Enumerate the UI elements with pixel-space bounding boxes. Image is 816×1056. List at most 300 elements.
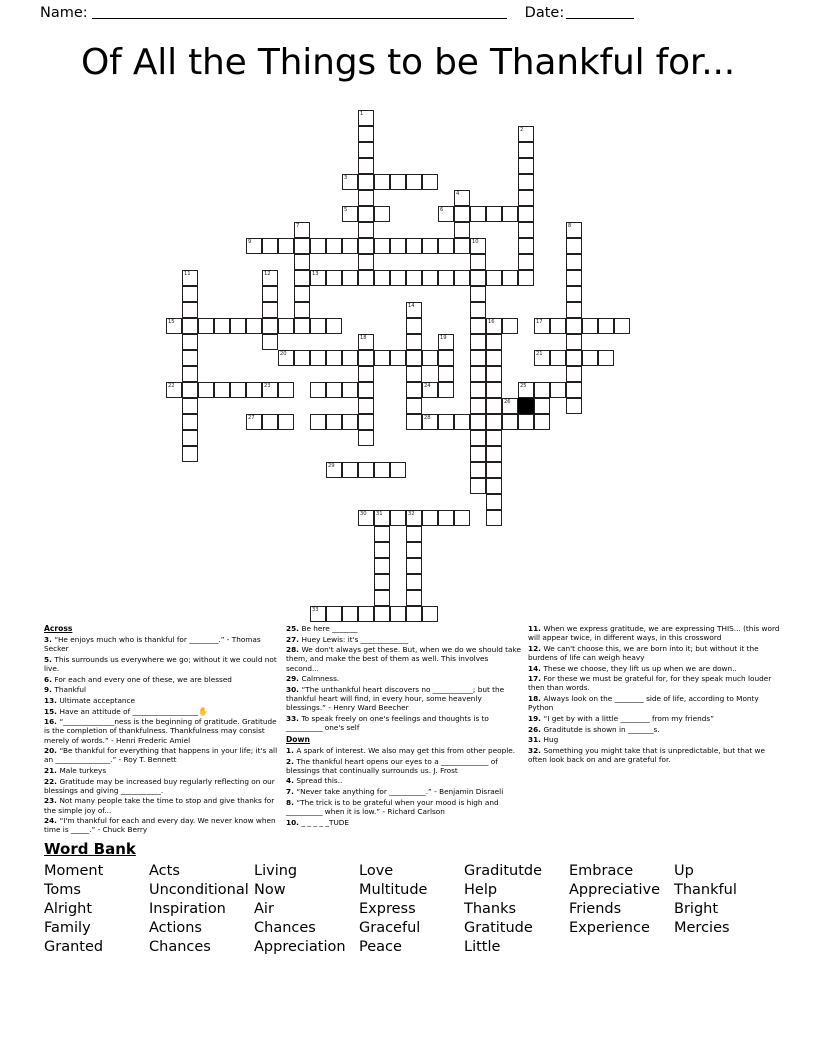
grid-cell[interactable]	[518, 206, 534, 222]
word-bank-word: Love	[359, 863, 394, 879]
grid-cell[interactable]	[406, 606, 422, 622]
grid-cell[interactable]	[486, 510, 502, 526]
clue-item	[528, 664, 780, 673]
grid-cell[interactable]	[198, 318, 214, 334]
clue-number: 8.	[286, 797, 297, 807]
grid-cell[interactable]	[182, 270, 198, 286]
clue-number: 1.	[286, 746, 297, 755]
grid-cell-number: 2	[520, 126, 524, 133]
grid-cell[interactable]	[294, 302, 310, 318]
grid-cell[interactable]	[518, 126, 534, 142]
grid-cell[interactable]	[326, 606, 342, 622]
grid-cell[interactable]	[374, 206, 390, 222]
grid-cell[interactable]	[470, 350, 486, 366]
clue-number: 19.	[528, 713, 544, 723]
grid-cell[interactable]	[518, 414, 534, 430]
grid-cell[interactable]	[182, 334, 198, 350]
grid-cell[interactable]	[470, 430, 486, 446]
grid-cell[interactable]	[502, 270, 518, 286]
grid-cell[interactable]	[358, 126, 374, 142]
grid-cell[interactable]	[294, 350, 310, 366]
grid-cell[interactable]	[358, 334, 374, 350]
grid-cell[interactable]	[358, 190, 374, 206]
grid-cell[interactable]	[422, 270, 438, 286]
grid-cell[interactable]	[406, 334, 422, 350]
grid-cell[interactable]	[566, 302, 582, 318]
grid-cell[interactable]	[246, 318, 262, 334]
grid-cell[interactable]	[262, 382, 278, 398]
grid-cell-number: 28	[424, 414, 431, 421]
grid-cell[interactable]	[358, 110, 374, 126]
grid-cell[interactable]	[294, 286, 310, 302]
grid-cell[interactable]	[358, 606, 374, 622]
grid-cell[interactable]	[534, 398, 550, 414]
grid-cell[interactable]	[230, 382, 246, 398]
grid-cell[interactable]	[470, 446, 486, 462]
grid-cell-number: 5	[344, 206, 348, 213]
clue-number: 12.	[528, 643, 544, 653]
grid-cell[interactable]	[486, 414, 502, 430]
date-label: Date:	[524, 5, 565, 21]
grid-cell[interactable]	[342, 350, 358, 366]
grid-cell[interactable]	[166, 382, 182, 398]
grid-cell[interactable]	[262, 414, 278, 430]
grid-cell[interactable]	[374, 510, 390, 526]
grid-cell-number: 1	[360, 110, 364, 117]
grid-cell[interactable]	[486, 398, 502, 414]
clue-number: 28.	[286, 645, 302, 655]
clue-item	[286, 624, 522, 633]
grid-cell[interactable]	[358, 350, 374, 366]
grid-cell[interactable]	[486, 270, 502, 286]
clue-number: 10.	[286, 817, 302, 827]
grid-cell[interactable]	[486, 334, 502, 350]
grid-cell[interactable]	[262, 270, 278, 286]
grid-cell[interactable]	[374, 462, 390, 478]
clue-item	[286, 714, 522, 732]
grid-cell[interactable]	[598, 350, 614, 366]
grid-cell[interactable]	[470, 254, 486, 270]
grid-cell[interactable]	[406, 238, 422, 254]
grid-cell[interactable]	[390, 238, 406, 254]
grid-cell[interactable]	[246, 238, 262, 254]
clues-column-2	[286, 624, 522, 828]
grid-cell[interactable]	[310, 238, 326, 254]
grid-cell[interactable]	[326, 414, 342, 430]
grid-cell[interactable]	[358, 382, 374, 398]
grid-cell[interactable]	[566, 318, 582, 334]
grid-cell[interactable]	[438, 366, 454, 382]
word-bank-word: Peace	[359, 939, 402, 955]
grid-cell[interactable]	[310, 350, 326, 366]
clue-number: 18.	[528, 694, 544, 704]
word-bank-word: Appreciation	[254, 939, 346, 955]
grid-cell[interactable]	[614, 318, 630, 334]
grid-cell[interactable]	[502, 318, 518, 334]
grid-cell[interactable]	[406, 510, 422, 526]
grid-cell[interactable]	[374, 350, 390, 366]
clue-text: Spread this..	[296, 776, 343, 786]
name-write-line[interactable]	[92, 7, 507, 19]
grid-cell[interactable]	[518, 382, 534, 398]
grid-cell[interactable]	[470, 478, 486, 494]
grid-cell[interactable]	[470, 302, 486, 318]
grid-cell[interactable]	[358, 462, 374, 478]
clue-item	[44, 746, 280, 764]
grid-cell[interactable]	[406, 526, 422, 542]
grid-cell[interactable]	[406, 542, 422, 558]
grid-cell[interactable]	[342, 238, 358, 254]
grid-cell[interactable]	[534, 382, 550, 398]
grid-cell[interactable]	[550, 382, 566, 398]
clue-item	[44, 685, 280, 694]
grid-cell-number: 6	[440, 206, 444, 213]
clue-number: 3.	[44, 635, 55, 644]
grid-cell[interactable]	[406, 366, 422, 382]
grid-cell[interactable]	[374, 558, 390, 574]
grid-cell[interactable]	[598, 318, 614, 334]
grid-cell[interactable]	[422, 238, 438, 254]
grid-cell[interactable]	[566, 270, 582, 286]
grid-cell[interactable]	[422, 382, 438, 398]
grid-cell[interactable]	[358, 398, 374, 414]
grid-cell[interactable]	[534, 414, 550, 430]
grid-cell[interactable]	[486, 430, 502, 446]
clue-number: 30.	[286, 684, 302, 694]
grid-cell[interactable]	[406, 382, 422, 398]
grid-cell[interactable]	[214, 382, 230, 398]
grid-cell[interactable]	[374, 238, 390, 254]
grid-cell[interactable]	[470, 366, 486, 382]
grid-cell[interactable]	[246, 414, 262, 430]
grid-cell[interactable]	[406, 414, 422, 430]
grid-cell[interactable]	[566, 382, 582, 398]
grid-cell[interactable]	[470, 318, 486, 334]
grid-cell[interactable]	[502, 414, 518, 430]
clue-text: Gratitude may be increased buy regularly reflecting on our blessings and giving ___________.	[44, 776, 275, 795]
clue-number: 29.	[286, 674, 302, 684]
grid-cell[interactable]	[406, 398, 422, 414]
word-bank-word: Appreciative	[569, 882, 660, 898]
grid-cell[interactable]	[518, 222, 534, 238]
grid-cell[interactable]	[422, 350, 438, 366]
grid-cell[interactable]	[438, 414, 454, 430]
clue-text: Calmness.	[301, 674, 340, 684]
grid-cell[interactable]	[182, 446, 198, 462]
grid-cell-number: 20	[280, 350, 287, 357]
grid-cell[interactable]	[406, 558, 422, 574]
grid-cell[interactable]	[454, 238, 470, 254]
grid-cell[interactable]	[358, 430, 374, 446]
grid-cell[interactable]	[438, 334, 454, 350]
clue-text: Graditutde is shown in _______s.	[543, 724, 660, 734]
grid-cell[interactable]	[326, 382, 342, 398]
grid-cell[interactable]	[550, 350, 566, 366]
grid-cell[interactable]	[230, 318, 246, 334]
grid-cell[interactable]	[278, 318, 294, 334]
clue-text: _ _ _ _ _TUDE	[301, 817, 350, 827]
grid-cell[interactable]	[566, 254, 582, 270]
word-bank-word: Up	[674, 863, 694, 879]
grid-cell[interactable]	[566, 366, 582, 382]
grid-cell[interactable]	[470, 398, 486, 414]
grid-cell[interactable]	[406, 318, 422, 334]
grid-cell[interactable]	[326, 238, 342, 254]
grid-cell[interactable]	[486, 494, 502, 510]
grid-cell[interactable]	[534, 350, 550, 366]
grid-cell[interactable]	[374, 542, 390, 558]
grid-cell[interactable]	[294, 238, 310, 254]
grid-cell[interactable]	[342, 414, 358, 430]
grid-cell[interactable]	[310, 382, 326, 398]
grid-cell[interactable]	[166, 318, 182, 334]
grid-cell[interactable]	[518, 174, 534, 190]
clue-number: 31.	[528, 735, 544, 745]
grid-cell[interactable]	[470, 462, 486, 478]
grid-cell[interactable]	[454, 206, 470, 222]
grid-cell[interactable]	[182, 430, 198, 446]
grid-cell[interactable]	[406, 174, 422, 190]
grid-cell[interactable]	[182, 286, 198, 302]
grid-cell[interactable]	[358, 206, 374, 222]
grid-cell[interactable]	[486, 462, 502, 478]
clue-item	[44, 655, 280, 673]
clue-number: 22.	[44, 776, 60, 786]
word-bank-word: Inspiration	[149, 901, 226, 917]
grid-cell[interactable]	[342, 382, 358, 398]
grid-cell[interactable]	[486, 446, 502, 462]
grid-cell[interactable]	[422, 510, 438, 526]
grid-cell[interactable]	[566, 334, 582, 350]
grid-cell[interactable]	[486, 382, 502, 398]
grid-cell[interactable]	[518, 142, 534, 158]
down-clue-list-1	[286, 746, 522, 827]
grid-cell[interactable]	[342, 270, 358, 286]
grid-cell[interactable]	[182, 302, 198, 318]
grid-cell[interactable]	[278, 238, 294, 254]
grid-cell[interactable]	[198, 382, 214, 398]
clue-number: 9.	[44, 685, 55, 695]
grid-cell[interactable]	[374, 590, 390, 606]
grid-cell[interactable]	[390, 462, 406, 478]
grid-cell[interactable]	[470, 270, 486, 286]
grid-cell[interactable]	[582, 318, 598, 334]
grid-cell[interactable]	[486, 478, 502, 494]
clue-text: To speak freely on one's feelings and thoughts is to __________ one's self	[286, 713, 489, 732]
grid-cell[interactable]	[182, 366, 198, 382]
grid-cell[interactable]	[262, 286, 278, 302]
clue-item	[44, 696, 280, 705]
clue-item	[528, 674, 780, 692]
word-bank-word: Bright	[674, 901, 719, 917]
grid-cell[interactable]	[326, 270, 342, 286]
grid-cell[interactable]	[294, 270, 310, 286]
clue-text: Always look on the ________ side of life, according to Monty Python	[528, 694, 759, 713]
grid-cell[interactable]	[342, 206, 358, 222]
grid-cell[interactable]	[566, 238, 582, 254]
clue-text: This surrounds us everywhere we go; without it we could not live.	[44, 654, 277, 673]
clue-item	[286, 685, 522, 712]
grid-cell-number: 16	[488, 318, 495, 325]
grid-cell[interactable]	[262, 302, 278, 318]
grid-cell[interactable]	[566, 398, 582, 414]
date-write-line[interactable]	[566, 7, 634, 19]
grid-cell[interactable]	[390, 606, 406, 622]
grid-cell[interactable]	[422, 606, 438, 622]
grid-cell[interactable]	[390, 270, 406, 286]
grid-cell[interactable]	[310, 318, 326, 334]
clue-item	[528, 694, 780, 712]
grid-cell[interactable]	[486, 350, 502, 366]
clue-number: 15.	[44, 706, 60, 716]
grid-cell[interactable]	[470, 238, 486, 254]
clue-item	[44, 707, 280, 716]
grid-cell[interactable]	[294, 222, 310, 238]
grid-cell[interactable]	[406, 350, 422, 366]
grid-cell[interactable]	[358, 366, 374, 382]
crossword-grid[interactable]	[0, 106, 816, 626]
grid-cell[interactable]	[358, 158, 374, 174]
clue-item	[44, 796, 280, 814]
grid-cell-number: 15	[168, 318, 175, 325]
grid-cell[interactable]	[262, 238, 278, 254]
grid-cell[interactable]	[550, 318, 566, 334]
grid-cell[interactable]	[486, 366, 502, 382]
word-bank-word: Toms	[44, 882, 81, 898]
clue-text: “The trick is to be grateful when your mood is high and __________ when it is low.” - Richard Carlson	[286, 797, 499, 816]
grid-cell[interactable]	[342, 606, 358, 622]
grid-cell[interactable]	[310, 270, 326, 286]
grid-cell[interactable]	[486, 318, 502, 334]
grid-cell[interactable]	[518, 254, 534, 270]
clue-item	[286, 645, 522, 672]
clue-number: 32.	[528, 745, 544, 755]
clue-text: We don't always get these. But, when we do we should take them, and make the best of them as well. This involves second...	[286, 645, 521, 673]
grid-cell[interactable]	[454, 270, 470, 286]
thumbs-up-icon: ✋	[198, 706, 209, 716]
grid-cell[interactable]	[390, 350, 406, 366]
grid-cell[interactable]	[374, 574, 390, 590]
grid-cell[interactable]	[326, 318, 342, 334]
grid-cell[interactable]	[214, 318, 230, 334]
grid-cell[interactable]	[374, 270, 390, 286]
grid-cell[interactable]	[310, 606, 326, 622]
grid-cell[interactable]	[358, 142, 374, 158]
grid-cell[interactable]	[342, 462, 358, 478]
grid-cell[interactable]	[326, 462, 342, 478]
grid-cell[interactable]	[278, 414, 294, 430]
grid-cell[interactable]	[502, 398, 518, 414]
grid-cell[interactable]	[326, 350, 342, 366]
grid-cell[interactable]	[278, 350, 294, 366]
grid-cell[interactable]	[278, 382, 294, 398]
word-bank-word: Multitude	[359, 882, 428, 898]
grid-cell[interactable]	[390, 510, 406, 526]
grid-cell[interactable]	[358, 254, 374, 270]
grid-cell[interactable]	[374, 174, 390, 190]
grid-cell[interactable]	[358, 222, 374, 238]
grid-cell[interactable]	[470, 206, 486, 222]
grid-cell[interactable]	[502, 206, 518, 222]
grid-cell[interactable]	[518, 158, 534, 174]
grid-cell[interactable]	[358, 414, 374, 430]
grid-cell[interactable]	[294, 254, 310, 270]
grid-cell[interactable]	[358, 174, 374, 190]
grid-cell[interactable]	[390, 174, 406, 190]
grid-cell[interactable]	[534, 318, 550, 334]
grid-cell[interactable]	[566, 350, 582, 366]
grid-cell[interactable]	[422, 174, 438, 190]
grid-cell[interactable]	[438, 510, 454, 526]
grid-cell[interactable]	[582, 350, 598, 366]
grid-cell[interactable]	[566, 286, 582, 302]
grid-cell[interactable]	[182, 382, 198, 398]
grid-cell[interactable]	[294, 318, 310, 334]
grid-cell[interactable]	[438, 382, 454, 398]
grid-cell[interactable]	[454, 414, 470, 430]
grid-cell[interactable]	[438, 270, 454, 286]
grid-cell[interactable]	[470, 286, 486, 302]
grid-cell-number: 10	[472, 238, 479, 245]
grid-cell[interactable]	[246, 382, 262, 398]
grid-cell[interactable]	[374, 526, 390, 542]
grid-cell[interactable]	[470, 414, 486, 430]
grid-cell[interactable]	[454, 222, 470, 238]
grid-cell[interactable]	[358, 238, 374, 254]
grid-cell[interactable]	[406, 590, 422, 606]
grid-cell[interactable]	[518, 238, 534, 254]
grid-cell[interactable]	[182, 318, 198, 334]
grid-cell[interactable]	[470, 382, 486, 398]
grid-cell[interactable]	[518, 270, 534, 286]
grid-cell[interactable]	[438, 206, 454, 222]
grid-cell[interactable]	[182, 350, 198, 366]
clue-item	[286, 674, 522, 683]
grid-cell[interactable]	[406, 574, 422, 590]
clue-item	[44, 816, 280, 834]
clue-item	[286, 776, 522, 785]
grid-cell[interactable]	[518, 190, 534, 206]
grid-cell[interactable]	[438, 238, 454, 254]
grid-cell[interactable]	[454, 190, 470, 206]
clue-text: For these we must be grateful for, for they speak much louder then than words.	[528, 674, 772, 693]
clue-text: Huey Lewis: it's _____________	[301, 634, 409, 644]
grid-cell-number: 19	[440, 334, 447, 341]
grid-cell[interactable]	[438, 350, 454, 366]
clue-text: These we choose, they lift us up when we are down..	[543, 663, 737, 673]
word-bank-word: Friends	[569, 901, 622, 917]
grid-cell[interactable]	[182, 414, 198, 430]
grid-cell[interactable]	[566, 222, 582, 238]
grid-cell[interactable]	[310, 414, 326, 430]
grid-cell[interactable]	[374, 606, 390, 622]
grid-cell[interactable]	[358, 510, 374, 526]
clue-text: “He enjoys much who is thankful for ________.” - Thomas Secker	[44, 635, 261, 654]
grid-cell[interactable]	[262, 334, 278, 350]
grid-cell[interactable]	[358, 270, 374, 286]
grid-cell[interactable]	[406, 270, 422, 286]
grid-cell[interactable]	[454, 510, 470, 526]
grid-cell[interactable]	[182, 398, 198, 414]
grid-cell[interactable]	[486, 206, 502, 222]
word-bank-word: Unconditional	[149, 882, 249, 898]
grid-cell[interactable]	[342, 174, 358, 190]
grid-cell[interactable]	[406, 302, 422, 318]
grid-cell[interactable]	[262, 318, 278, 334]
word-bank-word: Express	[359, 901, 416, 917]
grid-cell[interactable]	[422, 414, 438, 430]
grid-cell[interactable]	[470, 334, 486, 350]
